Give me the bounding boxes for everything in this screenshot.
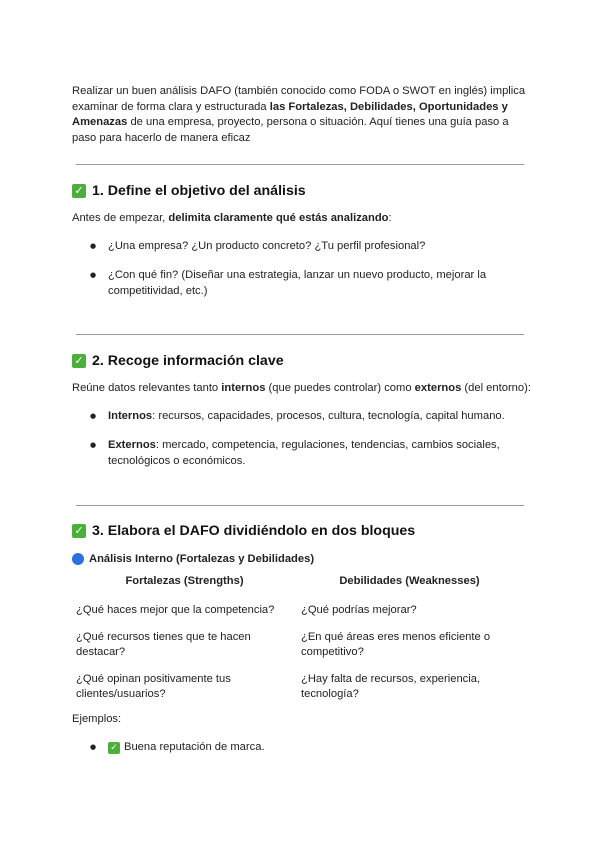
- section-2-list-2: [90, 438, 520, 469]
- examples-list: [90, 740, 520, 756]
- section-3-heading: ✓ 3. Elabora el DAFO dividiéndolo en dos bloques: [72, 523, 415, 539]
- subsection-heading: Análisis Interno (Fortalezas y Debilidades): [72, 553, 314, 565]
- check-mark-icon: ✓: [72, 354, 86, 368]
- section-2-heading: ✓ 2. Recoge información clave: [72, 353, 284, 369]
- section-1-lead: Antes de empezar, delimita claramente qué estás analizando:: [72, 212, 392, 224]
- table-cell: ¿Qué podrías mejorar?: [301, 604, 417, 616]
- list-item: ● Externos: mercado, competencia, regulaciones, tendencias, cambios sociales, tecnológicos o económicos.: [90, 438, 520, 469]
- list-item: ● Internos: recursos, capacidades, procesos, cultura, tecnología, capital humano.: [90, 409, 520, 425]
- table-row: [72, 672, 522, 714]
- section-2-lead: Reúne datos relevantes tanto internos (que puedes controlar) como externos (del entorno):: [72, 382, 531, 394]
- list-item: ● ✓ Buena reputación de marca.: [90, 740, 520, 756]
- section-1-heading: ✓ 1. Define el objetivo del análisis: [72, 183, 306, 199]
- blue-circle-icon: [72, 553, 84, 565]
- divider: [76, 334, 524, 335]
- swot-table: [72, 574, 522, 714]
- table-cell: ¿Hay falta de recursos, experiencia, tecnología?: [301, 673, 481, 700]
- list-item: ● ¿Una empresa? ¿Un producto concreto? ¿Tu perfil profesional?: [90, 239, 520, 255]
- check-mark-icon: ✓: [72, 524, 86, 538]
- table-cell: ¿Qué opinan positivamente tus clientes/usuarios?: [76, 673, 231, 700]
- section-1-list-2: [90, 268, 520, 299]
- intro-paragraph: Realizar un buen análisis DAFO (también conocido como FODA o SWOT en inglés) implica examinar de forma clara y estructurada las Fortalezas, Debilidades, Oportunidades y Amenazas de una empresa, proyecto, persona o situación. Aquí tienes una guía paso a paso para hacerlo de manera eficaz: [72, 85, 526, 144]
- list-item: ● ¿Con qué fin? (Diseñar una estrategia, lanzar un nuevo producto, mejorar la competitividad, etc.): [90, 268, 520, 299]
- check-mark-icon: ✓: [108, 742, 120, 754]
- table-header: Fortalezas (Strengths): [125, 575, 244, 587]
- table-row: [72, 630, 522, 672]
- table-cell: ¿Qué recursos tienes que te hacen destacar?: [76, 631, 251, 658]
- divider: [76, 505, 524, 506]
- table-row: [72, 603, 522, 630]
- intro-bold: las Fortalezas, Debilidades, Oportunidades y Amenazas: [72, 100, 508, 128]
- section-2-list: [90, 409, 520, 425]
- table-header: Debilidades (Weaknesses): [339, 575, 480, 587]
- check-mark-icon: ✓: [72, 184, 86, 198]
- divider: [76, 164, 524, 165]
- section-1-list: [90, 239, 520, 255]
- examples-label: Ejemplos:: [72, 713, 122, 725]
- table-cell: ¿Qué haces mejor que la competencia?: [76, 604, 275, 616]
- table-header-row: [72, 574, 522, 603]
- table-cell: ¿En qué áreas eres menos eficiente o competitivo?: [301, 631, 491, 658]
